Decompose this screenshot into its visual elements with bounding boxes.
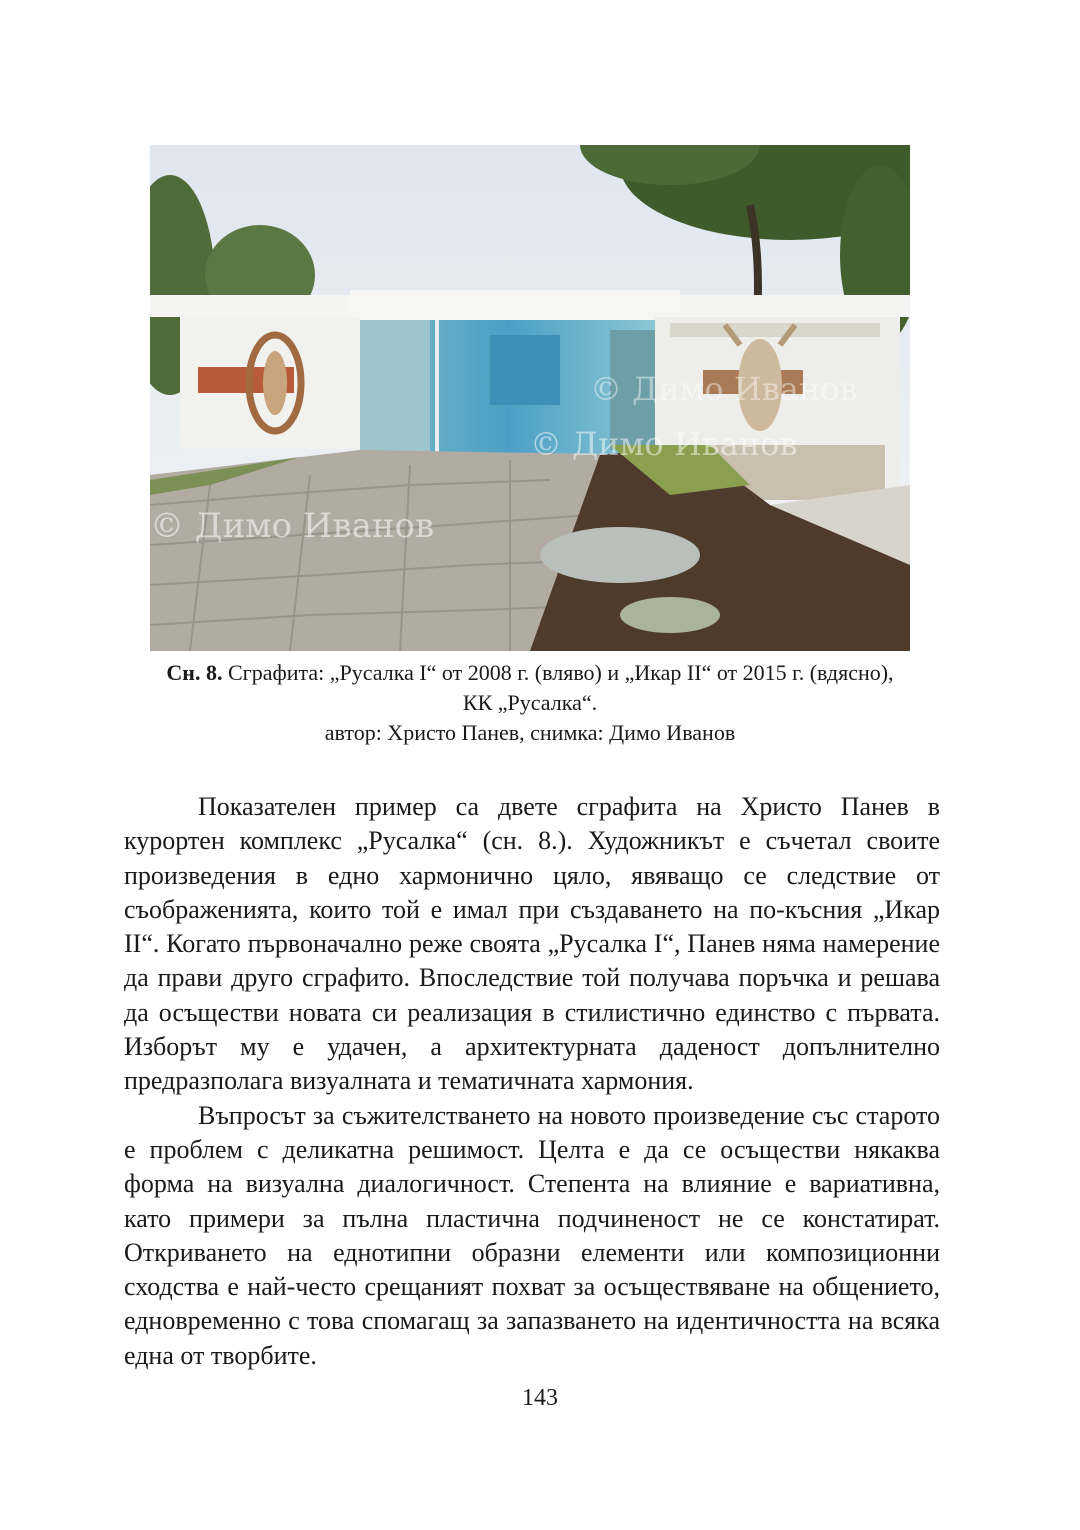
caption-credit: автор: Христо Панев, снимка: Димо Иванов <box>324 720 736 745</box>
paragraph-1: Показателен пример са двете сграфита на Христо Панев в курортен комплекс „Русалка“ (сн. 8.). Художникът е съчетал своите произведения в едно хармонично цяло, явяващо се следствие от съображенията, които той е имал при създаването на по-късния „Икар II“. Когато първоначално реже своята „Русалка I“, Панев няма намерение да прави друго сграфито. Впоследствие той получава поръчка и решава да осъществи новата си реализация в стилистично единство с първата. Изборът му е удачен, а архитектурната даденост допълнително предразполага визуалната и тематичната хармония. <box>124 792 940 1096</box>
watermark-center-right: © Димо Иванов <box>530 425 798 463</box>
caption-text-1: Сграфита: „Русалка I“ от 2008 г. (вляво) и „Икар II“ от 2015 г. (вдясно), <box>222 660 894 685</box>
paragraph-2: Въпросът за съжителстването на новото произведение със старото е проблем с деликатна решимост. Целта е да се осъществи някаква форма на визуална диалогичност. Степента на влияние е вариативна, като примери за пълна пластична подчиненост не се констатират. Откриването на еднотипни образни елементи или композиционни сходства е най-често срещаният похват за осъществяване на общението, едновременно с това спомагащ за запазването на идентичността на всяка една от творбите. <box>124 1100 940 1370</box>
caption-label: Сн. 8. <box>166 660 223 685</box>
caption-line-2: КК „Русалка“. <box>462 690 598 715</box>
figure-caption <box>120 658 940 748</box>
watermark-bottom-left: © Димо Иванов <box>150 506 435 546</box>
building-photo <box>150 145 910 651</box>
watermark-top-right: © Димо Иванов <box>590 370 858 408</box>
page-number: 143 <box>522 1385 558 1411</box>
body-text <box>124 790 940 1373</box>
caption-line-1 <box>120 658 940 688</box>
